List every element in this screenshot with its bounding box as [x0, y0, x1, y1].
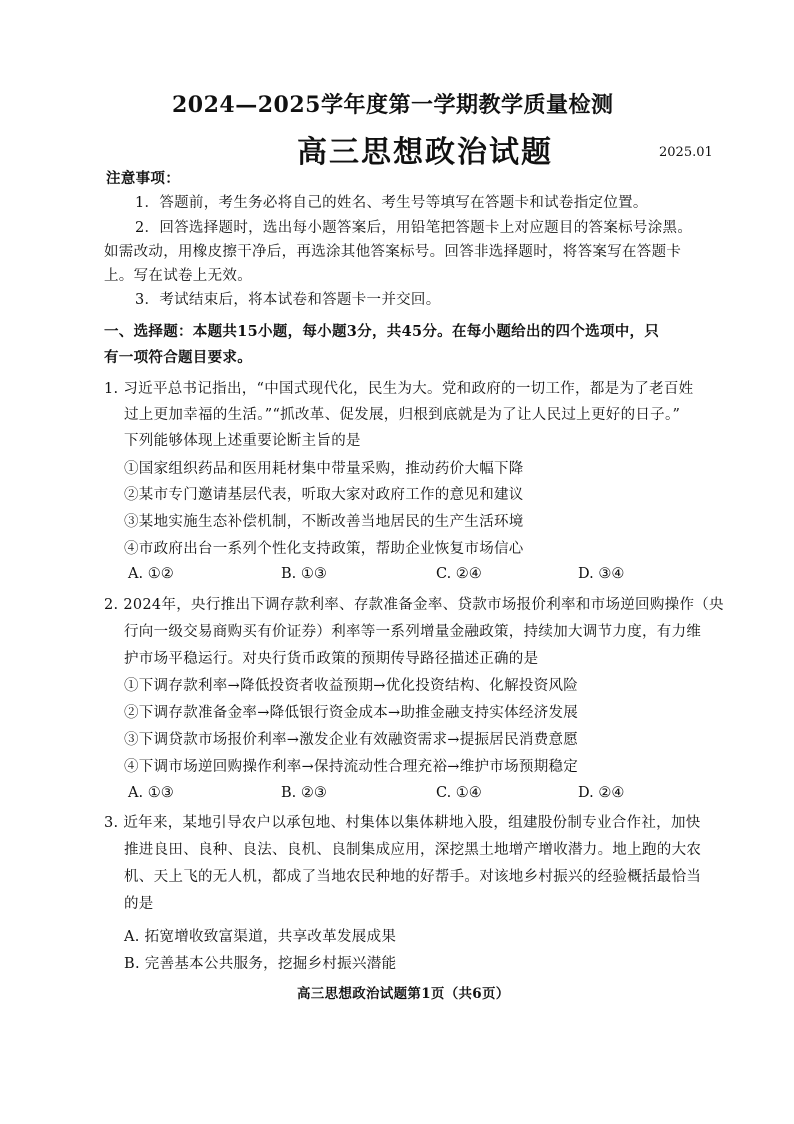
exam-title: 高三思想政治试题: [297, 135, 553, 170]
notice-item-1: 1．答题前，考生务必将自己的姓名、考生号等填写在答题卡和试卷指定位置。: [135, 195, 648, 211]
exam-date: 2025.01: [659, 145, 713, 160]
q2-option-d: D. ②④: [578, 785, 625, 801]
q2-stem-line3: 护市场平稳运行。对央行货币政策的预期传导路径描述正确的是: [124, 651, 539, 667]
q3-stem-line1: 3. 近年来，某地引导农户以承包地、村集体以集体耕地入股，组建股份制专业合作社，加快: [104, 815, 701, 831]
section-heading-line1: 一、选择题：本题共15小题，每小题3分，共45分。在每小题给出的四个选项中，只: [104, 323, 660, 340]
q3-stem-line3: 机、天上飞的无人机，都成了当地农民种地的好帮手。对该地乡村振兴的经验概括最恰当: [124, 869, 702, 885]
q2-option-b: B. ②③: [281, 785, 327, 801]
q3-option-a: A. 拓宽增收致富渠道，共享改革发展成果: [124, 929, 397, 945]
q2-option-c: C. ①④: [436, 785, 482, 801]
q1-option-d: D. ③④: [578, 566, 625, 582]
q2-option-a: A. ①③: [128, 785, 174, 801]
notice-item-3: 3．考试结束后，将本试卷和答题卡一并交回。: [135, 292, 441, 308]
q3-option-b: B. 完善基本公共服务，挖掘乡村振兴潜能: [124, 956, 397, 972]
section-heading-line2: 有一项符合题目要求。: [104, 349, 252, 366]
notice-item-2-line3: 上。写在试卷上无效。: [104, 268, 252, 284]
q1-statement-3: ③某地实施生态补偿机制，不断改善当地居民的生产生活环境: [124, 514, 524, 530]
q1-option-b: B. ①③: [281, 566, 327, 582]
q2-statement-4: ④下调市场逆回购操作利率→保持流动性合理充裕→维护市场预期稳定: [124, 759, 579, 775]
notice-item-2-line2: 如需改动，用橡皮擦干净后，再选涂其他答案标号。回答非选择题时，将答案写在答题卡: [104, 244, 682, 260]
q3-stem-line2: 推进良田、良种、良法、良机、良制集成应用，深挖黑土地增产增收潜力。地上跑的大农: [124, 842, 702, 858]
q2-stem-line1: 2. 2024年，央行推出下调存款利率、存款准备金率、贷款市场报价利率和市场逆回购操作（央: [104, 597, 724, 613]
q2-stem-line2: 行向一级交易商购买有价证券）利率等一系列增量金融政策，持续加大调节力度，有力维: [124, 624, 702, 640]
q1-option-a: A. ①②: [128, 566, 174, 582]
q2-statement-1: ①下调存款利率→降低投资者收益预期→优化投资结构、化解投资风险: [124, 678, 579, 694]
notice-heading: 注意事项：: [106, 170, 180, 187]
q1-statement-4: ④市政府出台一系列个性化支持政策，帮助企业恢复市场信心: [124, 541, 524, 557]
notice-item-2-line1: 2．回答选择题时，选出每小题答案后，用铅笔把答题卡上对应题目的答案标号涂黑。: [135, 220, 693, 236]
q1-stem-line3: 下列能够体现上述重要论断主旨的是: [124, 433, 361, 449]
q1-option-c: C. ②④: [436, 566, 482, 582]
exam-title-line1: 2024—2025学年度第一学期教学质量检测: [172, 92, 614, 118]
q1-statement-2: ②某市专门邀请基层代表，听取大家对政府工作的意见和建议: [124, 487, 524, 503]
q1-statement-1: ①国家组织药品和医用耗材集中带量采购，推动药价大幅下降: [124, 461, 524, 477]
q2-statement-3: ③下调贷款市场报价利率→激发企业有效融资需求→提振居民消费意愿: [124, 732, 579, 748]
q1-stem-line2: 过上更加幸福的生活。”“抓改革、促发展，归根到底就是为了让人民过上更好的日子。”: [124, 407, 681, 423]
q3-stem-line4: 的是: [124, 896, 154, 912]
q2-statement-2: ②下调存款准备金率→降低银行资金成本→助推金融支持实体经济发展: [124, 705, 579, 721]
q1-stem-line1: 1. 习近平总书记指出，“中国式现代化，民生为大。党和政府的一切工作，都是为了老百姓: [104, 381, 694, 397]
page-footer: 高三思想政治试题第1页（共6页）: [297, 986, 510, 1002]
